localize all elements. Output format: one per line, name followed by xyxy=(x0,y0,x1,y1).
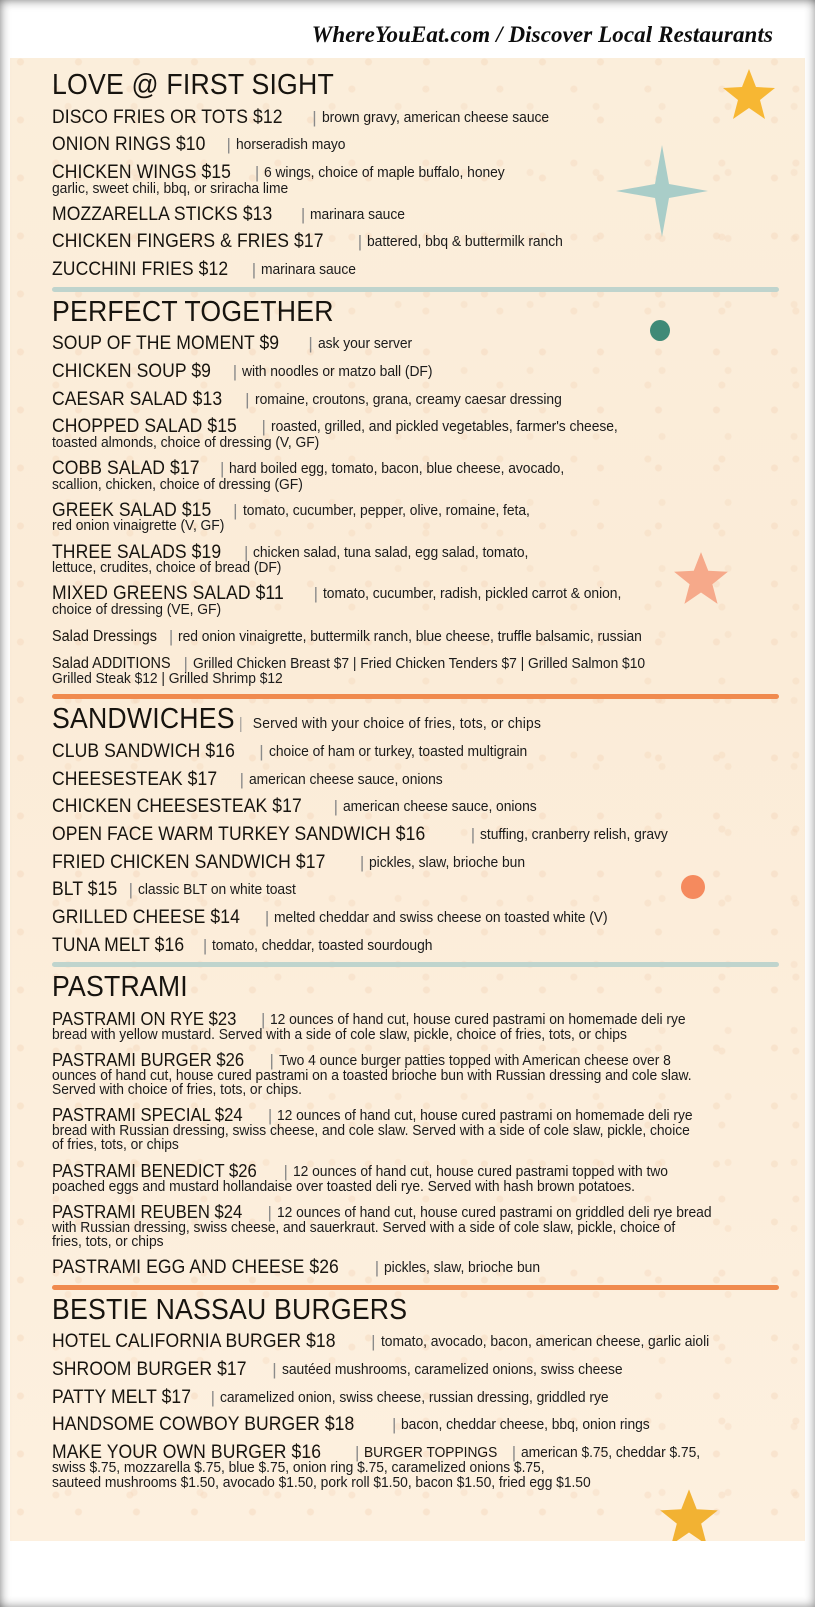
menu-item xyxy=(52,333,779,354)
item-desc-line2: bread with yellow mustard. Served with a side of cole slaw, pickle, choice of fries, tots, or chips xyxy=(52,1026,627,1043)
item-name: PASTRAMI EGG AND CHEESE $26 xyxy=(52,1255,339,1278)
menu-item xyxy=(52,1009,779,1043)
item-desc: american cheese sauce, onions xyxy=(342,799,537,816)
item-name: TUNA MELT $16 xyxy=(52,933,185,956)
item-name: PASTRAMI SPECIAL $24 xyxy=(52,1104,243,1126)
item-name: GRILLED CHEESE $14 xyxy=(52,905,240,928)
item-name: HANDSOME COWBOY BURGER $18 xyxy=(52,1413,355,1436)
item-separator: | xyxy=(254,162,260,182)
item-desc: tomato, cucumber, radish, pickled carrot & onion, xyxy=(323,586,622,603)
item-desc: bacon, cheddar cheese, bbq, onion rings xyxy=(401,1417,651,1434)
item-desc: stuffing, cranberry relish, gravy xyxy=(480,826,668,843)
section-title: PASTRAMI xyxy=(52,971,188,1004)
item-separator: | xyxy=(251,260,257,279)
menu-item xyxy=(52,769,779,790)
item-separator: | xyxy=(511,1442,517,1462)
section-title-row xyxy=(52,705,721,735)
section-divider-orange xyxy=(52,1285,779,1290)
item-separator: | xyxy=(357,232,363,252)
item-desc: tomato, cucumber, pepper, olive, romaine, feta, xyxy=(242,502,530,519)
menu-item xyxy=(52,583,779,618)
menu-panel xyxy=(10,55,805,1544)
menu-item xyxy=(52,1414,779,1435)
item-separator: | xyxy=(371,1332,376,1352)
item-desc: melted cheddar and swiss cheese on toasted white (V) xyxy=(274,909,608,926)
menu-section-love-at-first-sight xyxy=(52,71,779,280)
section-divider-teal xyxy=(52,962,779,967)
item-desc: 12 ounces of hand cut, house cured pastrami on homemade deli rye xyxy=(270,1011,686,1028)
item-desc: classic BLT on white toast xyxy=(138,882,296,899)
menu-item xyxy=(52,1050,779,1098)
item-desc: red onion vinaigrette, buttermilk ranch, blue cheese, truffle balsamic, russian xyxy=(178,629,643,646)
menu-content xyxy=(10,55,805,1491)
menu-item xyxy=(52,500,779,535)
menu-item xyxy=(52,107,779,128)
item-desc: tomato, avocado, bacon, american cheese, garlic aioli xyxy=(380,1334,709,1351)
item-desc-line2: scallion, chicken, choice of dressing (GF) xyxy=(52,476,303,493)
menu-item xyxy=(52,416,779,451)
item-separator: | xyxy=(374,1257,380,1277)
item-name: CHICKEN SOUP $9 xyxy=(52,359,212,382)
menu-section-pastrami xyxy=(52,973,779,1277)
section-title: LOVE @ FIRST SIGHT xyxy=(52,69,334,101)
menu-item-salad-dressings xyxy=(52,628,779,646)
item-name: HOTEL CALIFORNIA BURGER $18 xyxy=(52,1330,336,1353)
item-name: MOZZARELLA STICKS $13 xyxy=(52,202,273,225)
item-name: ONION RINGS $10 xyxy=(52,133,206,156)
item-separator: | xyxy=(239,769,245,789)
star-gold-bottom-icon xyxy=(658,1487,720,1544)
item-separator: | xyxy=(283,1161,288,1181)
item-name: MAKE YOUR OWN BURGER $16 xyxy=(52,1440,322,1463)
menu-section-sandwiches xyxy=(52,705,779,955)
item-name: FRIED CHICKEN SANDWICH $17 xyxy=(52,850,326,873)
item-desc: roasted, grilled, and pickled vegetables, farmer's cheese, xyxy=(270,419,618,436)
menu-item-make-your-own-burger xyxy=(52,1442,779,1491)
menu-item xyxy=(52,1387,779,1408)
item-name: Salad ADDITIONS xyxy=(52,655,171,673)
item-desc: choice of ham or turkey, toasted multigrain xyxy=(268,743,527,760)
item-separator: | xyxy=(219,459,225,478)
item-separator: | xyxy=(333,797,338,817)
section-divider-teal xyxy=(52,287,779,292)
item-separator: | xyxy=(244,542,249,562)
item-desc: caramelized onion, swiss cheese, russian dressing, griddled rye xyxy=(220,1389,609,1406)
item-desc-line2: poached eggs and mustard hollandaise over toasted deli rye. Served with hash brown potatoes. xyxy=(52,1178,635,1195)
menu-item xyxy=(52,907,779,928)
menu-item xyxy=(52,231,779,252)
menu-item xyxy=(52,162,779,197)
menu-item xyxy=(52,134,779,155)
item-name: THREE SALADS $19 xyxy=(52,540,222,563)
item-desc-line3: of fries, tots, or chips xyxy=(52,1137,179,1154)
item-desc-line2: with Russian dressing, swiss cheese, and sauerkraut. Served with a side of cole slaw, pickle, choice of xyxy=(52,1219,676,1236)
item-desc-line3: Served with choice of fries, tots, or chips. xyxy=(52,1082,302,1099)
item-separator: | xyxy=(308,334,313,354)
item-name: CHICKEN FINGERS & FRIES $17 xyxy=(52,230,324,253)
item-desc-line2: lettuce, crudites, choice of bread (DF) xyxy=(52,560,282,577)
item-separator: | xyxy=(261,417,266,437)
item-name: PASTRAMI BENEDICT $26 xyxy=(52,1159,257,1181)
item-separator: | xyxy=(359,852,365,872)
item-name: MIXED GREENS SALAD $11 xyxy=(52,582,284,605)
item-desc-line2: toasted almonds, choice of dressing (V, GF) xyxy=(52,434,320,451)
item-separator: | xyxy=(313,584,319,604)
item-name: GREEK SALAD $15 xyxy=(52,498,212,521)
item-name: CHICKEN WINGS $15 xyxy=(52,160,232,183)
item-separator: | xyxy=(233,500,238,520)
item-separator: | xyxy=(300,204,306,224)
item-desc: brown gravy, american cheese sauce xyxy=(321,109,549,126)
item-separator: | xyxy=(259,741,264,761)
item-desc: 12 ounces of hand cut, house cured pastrami on homemade deli rye xyxy=(277,1108,693,1125)
section-title: SANDWICHES xyxy=(52,703,235,736)
item-separator: | xyxy=(202,935,208,955)
item-separator: | xyxy=(210,1387,215,1407)
item-separator: | xyxy=(260,1009,266,1029)
item-name: BLT $15 xyxy=(52,878,118,901)
item-desc-line2: ounces of hand cut, house cured pastrami on a toasted brioche bun with Russian dressing and cole slaw. xyxy=(52,1067,692,1084)
menu-item xyxy=(52,796,779,817)
item-name: OPEN FACE WARM TURKEY SANDWICH $16 xyxy=(52,822,426,845)
item-separator: | xyxy=(245,389,250,409)
item-desc-line2: choice of dressing (VE, GF) xyxy=(52,602,222,619)
item-desc: horseradish mayo xyxy=(235,137,346,154)
section-title: PERFECT TOGETHER xyxy=(52,295,334,328)
item-desc: american $.75, cheddar $.75, xyxy=(521,1444,701,1461)
item-desc: american cheese sauce, onions xyxy=(249,771,443,788)
menu-item xyxy=(52,542,779,577)
item-name: Salad Dressings xyxy=(52,628,157,646)
item-separator: | xyxy=(354,1442,360,1462)
item-separator: | xyxy=(391,1415,397,1435)
menu-item xyxy=(52,389,779,410)
item-name: CHICKEN CHEESESTEAK $17 xyxy=(52,795,302,818)
item-name: CHOPPED SALAD $15 xyxy=(52,415,237,438)
menu-item xyxy=(52,1105,779,1153)
menu-item xyxy=(52,361,779,382)
item-separator: | xyxy=(272,1359,277,1379)
menu-item xyxy=(52,1161,779,1195)
brand-bar xyxy=(0,0,815,58)
item-name: ZUCCHINI FRIES $12 xyxy=(52,258,229,280)
menu-item xyxy=(52,1202,779,1250)
item-desc: pickles, slaw, brioche bun xyxy=(369,854,526,871)
item-separator: | xyxy=(128,880,134,900)
menu-item xyxy=(52,852,779,873)
item-name: PASTRAMI REUBEN $24 xyxy=(52,1200,243,1222)
item-desc: hard boiled egg, tomato, bacon, blue cheese, avocado, xyxy=(229,461,565,477)
item-separator: | xyxy=(168,627,174,647)
menu-item xyxy=(52,741,779,762)
item-desc: sautéed mushrooms, caramelized onions, swiss cheese xyxy=(281,1361,623,1378)
item-separator: | xyxy=(269,1050,274,1070)
item-desc-line3: fries, tots, or chips xyxy=(52,1233,164,1250)
item-desc-line2: Grilled Steak $12 | Grilled Shrimp $12 xyxy=(52,671,283,688)
item-separator: | xyxy=(267,1202,272,1222)
item-desc: pickles, slaw, brioche bun xyxy=(384,1259,541,1276)
menu-item xyxy=(52,935,779,956)
section-title: BESTIE NASSAU BURGERS xyxy=(52,1293,408,1326)
item-desc: tomato, cheddar, toasted sourdough xyxy=(212,937,433,954)
footer-bar xyxy=(0,1541,815,1607)
item-desc: marinara sauce xyxy=(310,206,406,223)
item-separator: | xyxy=(312,107,317,127)
item-name: PATTY MELT $17 xyxy=(52,1385,192,1408)
item-name: CLUB SANDWICH $16 xyxy=(52,739,235,762)
menu-item xyxy=(52,1331,779,1352)
menu-item xyxy=(52,204,779,225)
item-desc-line2: garlic, sweet chili, bbq, or sriracha lime xyxy=(52,180,289,197)
burger-toppings-label: BURGER TOPPINGS xyxy=(364,1444,498,1461)
section-divider-orange xyxy=(52,694,779,699)
item-desc: Grilled Chicken Breast $7 | Fried Chicken Tenders $7 | Grilled Salmon $10 xyxy=(192,656,645,673)
item-name: CAESAR SALAD $13 xyxy=(52,387,223,410)
item-name: COBB SALAD $17 xyxy=(52,457,200,479)
section-note: Served with your choice of fries, tots, or chips xyxy=(240,717,541,732)
site-brand: WhereYouEat.com / Discover Local Restaurants xyxy=(311,22,773,47)
item-separator: | xyxy=(232,361,238,381)
item-separator: | xyxy=(264,907,270,927)
menu-section-bestie-nassau-burgers xyxy=(52,1293,779,1491)
item-desc: 12 ounces of hand cut, house cured pastrami topped with two xyxy=(292,1163,668,1180)
item-desc: romaine, croutons, grana, creamy caesar dressing xyxy=(254,391,562,408)
item-desc-line2: red onion vinaigrette (V, GF) xyxy=(52,518,225,535)
item-name: PASTRAMI ON RYE $23 xyxy=(52,1007,237,1029)
menu-item xyxy=(52,879,779,900)
item-desc: battered, bbq & buttermilk ranch xyxy=(367,234,564,251)
item-name: SOUP OF THE MOMENT $9 xyxy=(52,332,280,355)
menu-item xyxy=(52,259,779,280)
item-name: DISCO FRIES OR TOTS $12 xyxy=(52,105,283,128)
item-separator: | xyxy=(226,135,231,155)
item-desc-line3: sauteed mushrooms $1.50, avocado $1.50, pork roll $1.50, bacon $1.50, fried egg $1.50 xyxy=(52,1474,591,1491)
item-desc: 6 wings, choice of maple buffalo, honey xyxy=(264,164,506,181)
menu-section-perfect-together xyxy=(52,295,779,688)
item-separator: | xyxy=(470,824,476,844)
item-separator: | xyxy=(267,1106,273,1126)
item-desc: marinara sauce xyxy=(261,262,357,278)
item-name: CHEESESTEAK $17 xyxy=(52,767,218,790)
item-separator: | xyxy=(183,654,188,674)
menu-item xyxy=(52,1359,779,1380)
menu-item xyxy=(52,1257,779,1278)
menu-item xyxy=(52,824,779,845)
menu-item-salad-additions xyxy=(52,655,779,687)
item-desc: chicken salad, tuna salad, egg salad, tomato, xyxy=(253,544,529,561)
item-desc-line2: swiss $.75, mozzarella $.75, blue $.75, onion ring $.75, caramelized onions $.75, xyxy=(52,1460,545,1477)
menu-item xyxy=(52,458,779,493)
item-name: SHROOM BURGER $17 xyxy=(52,1357,247,1380)
item-desc: Two 4 ounce burger patties topped with American cheese over 8 xyxy=(278,1052,671,1069)
item-desc: ask your server xyxy=(317,336,412,353)
item-desc: with noodles or matzo ball (DF) xyxy=(242,363,433,380)
item-name: PASTRAMI BURGER $26 xyxy=(52,1048,245,1070)
item-desc-line2: bread with Russian dressing, swiss cheese, and cole slaw. Served with a side of cole slaw, pickle, choice xyxy=(52,1123,690,1140)
item-desc: 12 ounces of hand cut, house cured pastrami on griddled deli rye bread xyxy=(276,1204,712,1221)
